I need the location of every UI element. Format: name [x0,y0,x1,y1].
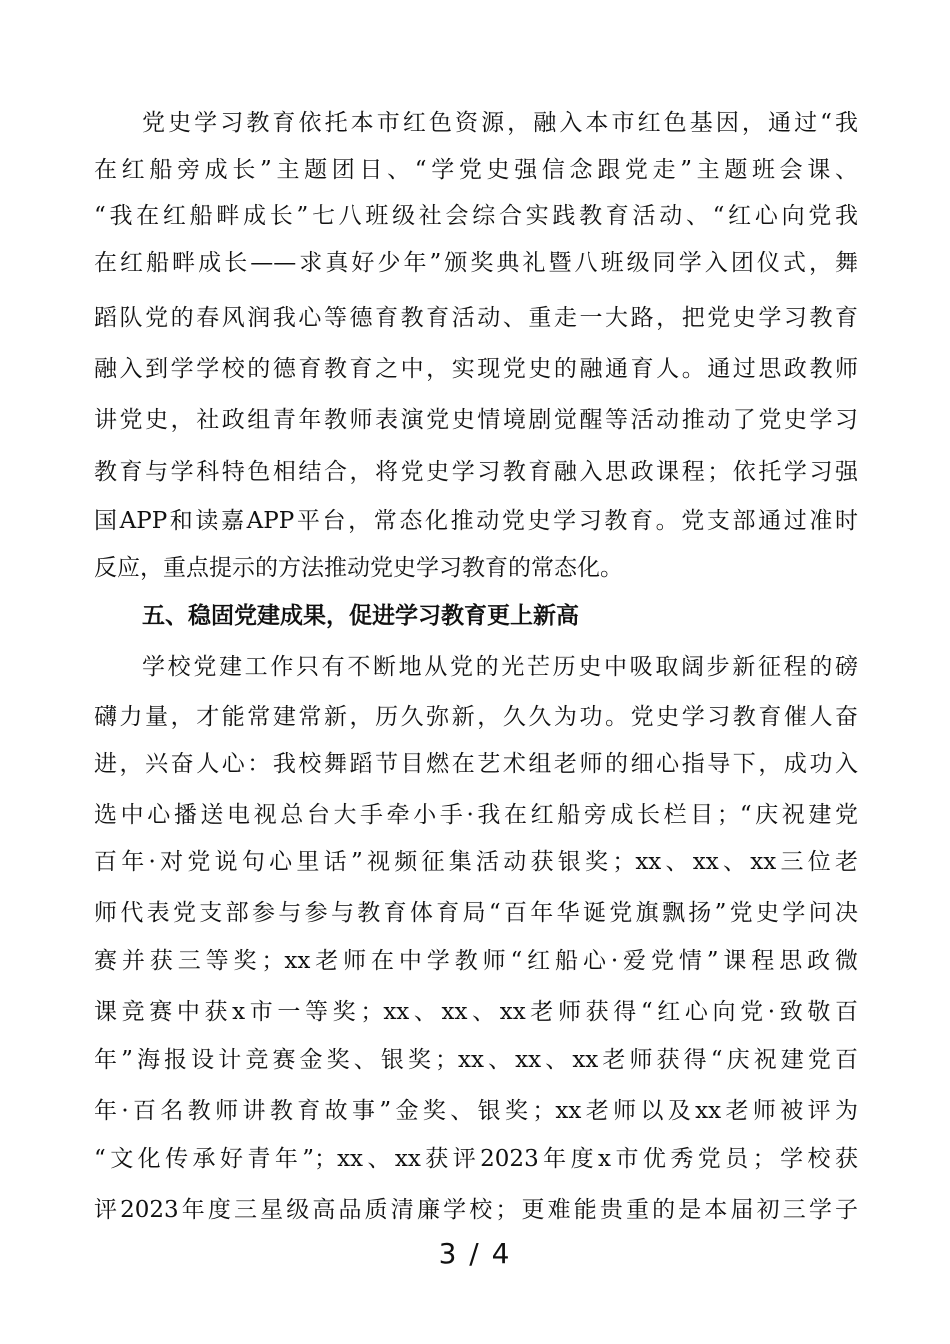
paragraph-2-line-1: 学校党建工作只有不断地从党的光芒历史中吸取阔步新征程的磅 [142,654,858,680]
section-heading: 五、稳固党建成果，促进学习教育更上新高 [142,603,579,629]
paragraph-2-line-11: “文化传承好青年”；xx、xx获评2023年度x市优秀党员；学校获 [94,1146,858,1172]
paragraph-1-line-10: 反应，重点提示的方法推动党史学习教育的常态化。 [94,555,623,581]
paragraph-1-line-3: “我在红船畔成长”七八班级社会综合实践教育活动、“红心向党我 [94,203,858,229]
paragraph-1-line-2: 在红船旁成长”主题团日、“学党史强信念跟党走”主题班会课、 [94,157,858,183]
page-number: 3 / 4 [438,1237,512,1270]
paragraph-1-line-9: 国APP和读嘉APP平台，常态化推动党史学习教育。党支部通过准时 [94,508,858,534]
paragraph-2-line-7: 赛并获三等奖；xx老师在中学教师“红船心·爱党情”课程思政微 [94,948,858,974]
paragraph-1-line-1: 党史学习教育依托本市红色资源，融入本市红色基因，通过“我 [142,110,858,136]
paragraph-2-line-12: 评2023年度三星级高品质清廉学校；更难能贵重的是本届初三学子 [94,1197,858,1223]
paragraph-1-line-6: 融入到学学校的德育教育之中，实现党史的融通育人。通过思政教师 [94,356,858,382]
paragraph-2-line-2: 礴力量，才能常建常新，历久弥新，久久为功。党史学习教育催人奋 [94,704,858,730]
paragraph-2-line-4: 选中心播送电视总台大手牵小手·我在红船旁成长栏目；“庆祝建党 [94,802,858,828]
paragraph-1-line-7: 讲党史，社政组青年教师表演党史情境剧觉醒等活动推动了党史学习 [94,407,858,433]
paragraph-2-line-6: 师代表党支部参与参与教育体育局“百年华诞党旗飘扬”党史学问决 [94,900,858,926]
paragraph-1-line-5: 蹈队党的春风润我心等德育教育活动、重走一大路，把党史学习教育 [94,305,858,331]
paragraph-2-line-9: 年”海报设计竞赛金奖、银奖；xx、xx、xx老师获得“庆祝建党百 [94,1047,858,1073]
paragraph-2-line-3: 进，兴奋人心：我校舞蹈节目燃在艺术组老师的细心指导下，成功入 [94,751,858,777]
paragraph-2-line-8: 课竞赛中获x市一等奖；xx、xx、xx老师获得“红心向党·致敬百 [94,999,858,1025]
paragraph-1-line-8: 教育与学科特色相结合，将党史学习教育融入思政课程；依托学习强 [94,459,858,485]
paragraph-2-line-5: 百年·对党说句心里话”视频征集活动获银奖；xx、xx、xx三位老 [94,849,858,875]
paragraph-1-line-4: 在红船畔成长——求真好少年”颁奖典礼暨八班级同学入团仪式，舞 [94,250,858,276]
paragraph-2-line-10: 年·百名教师讲教育故事”金奖、银奖；xx老师以及xx老师被评为 [94,1098,858,1124]
